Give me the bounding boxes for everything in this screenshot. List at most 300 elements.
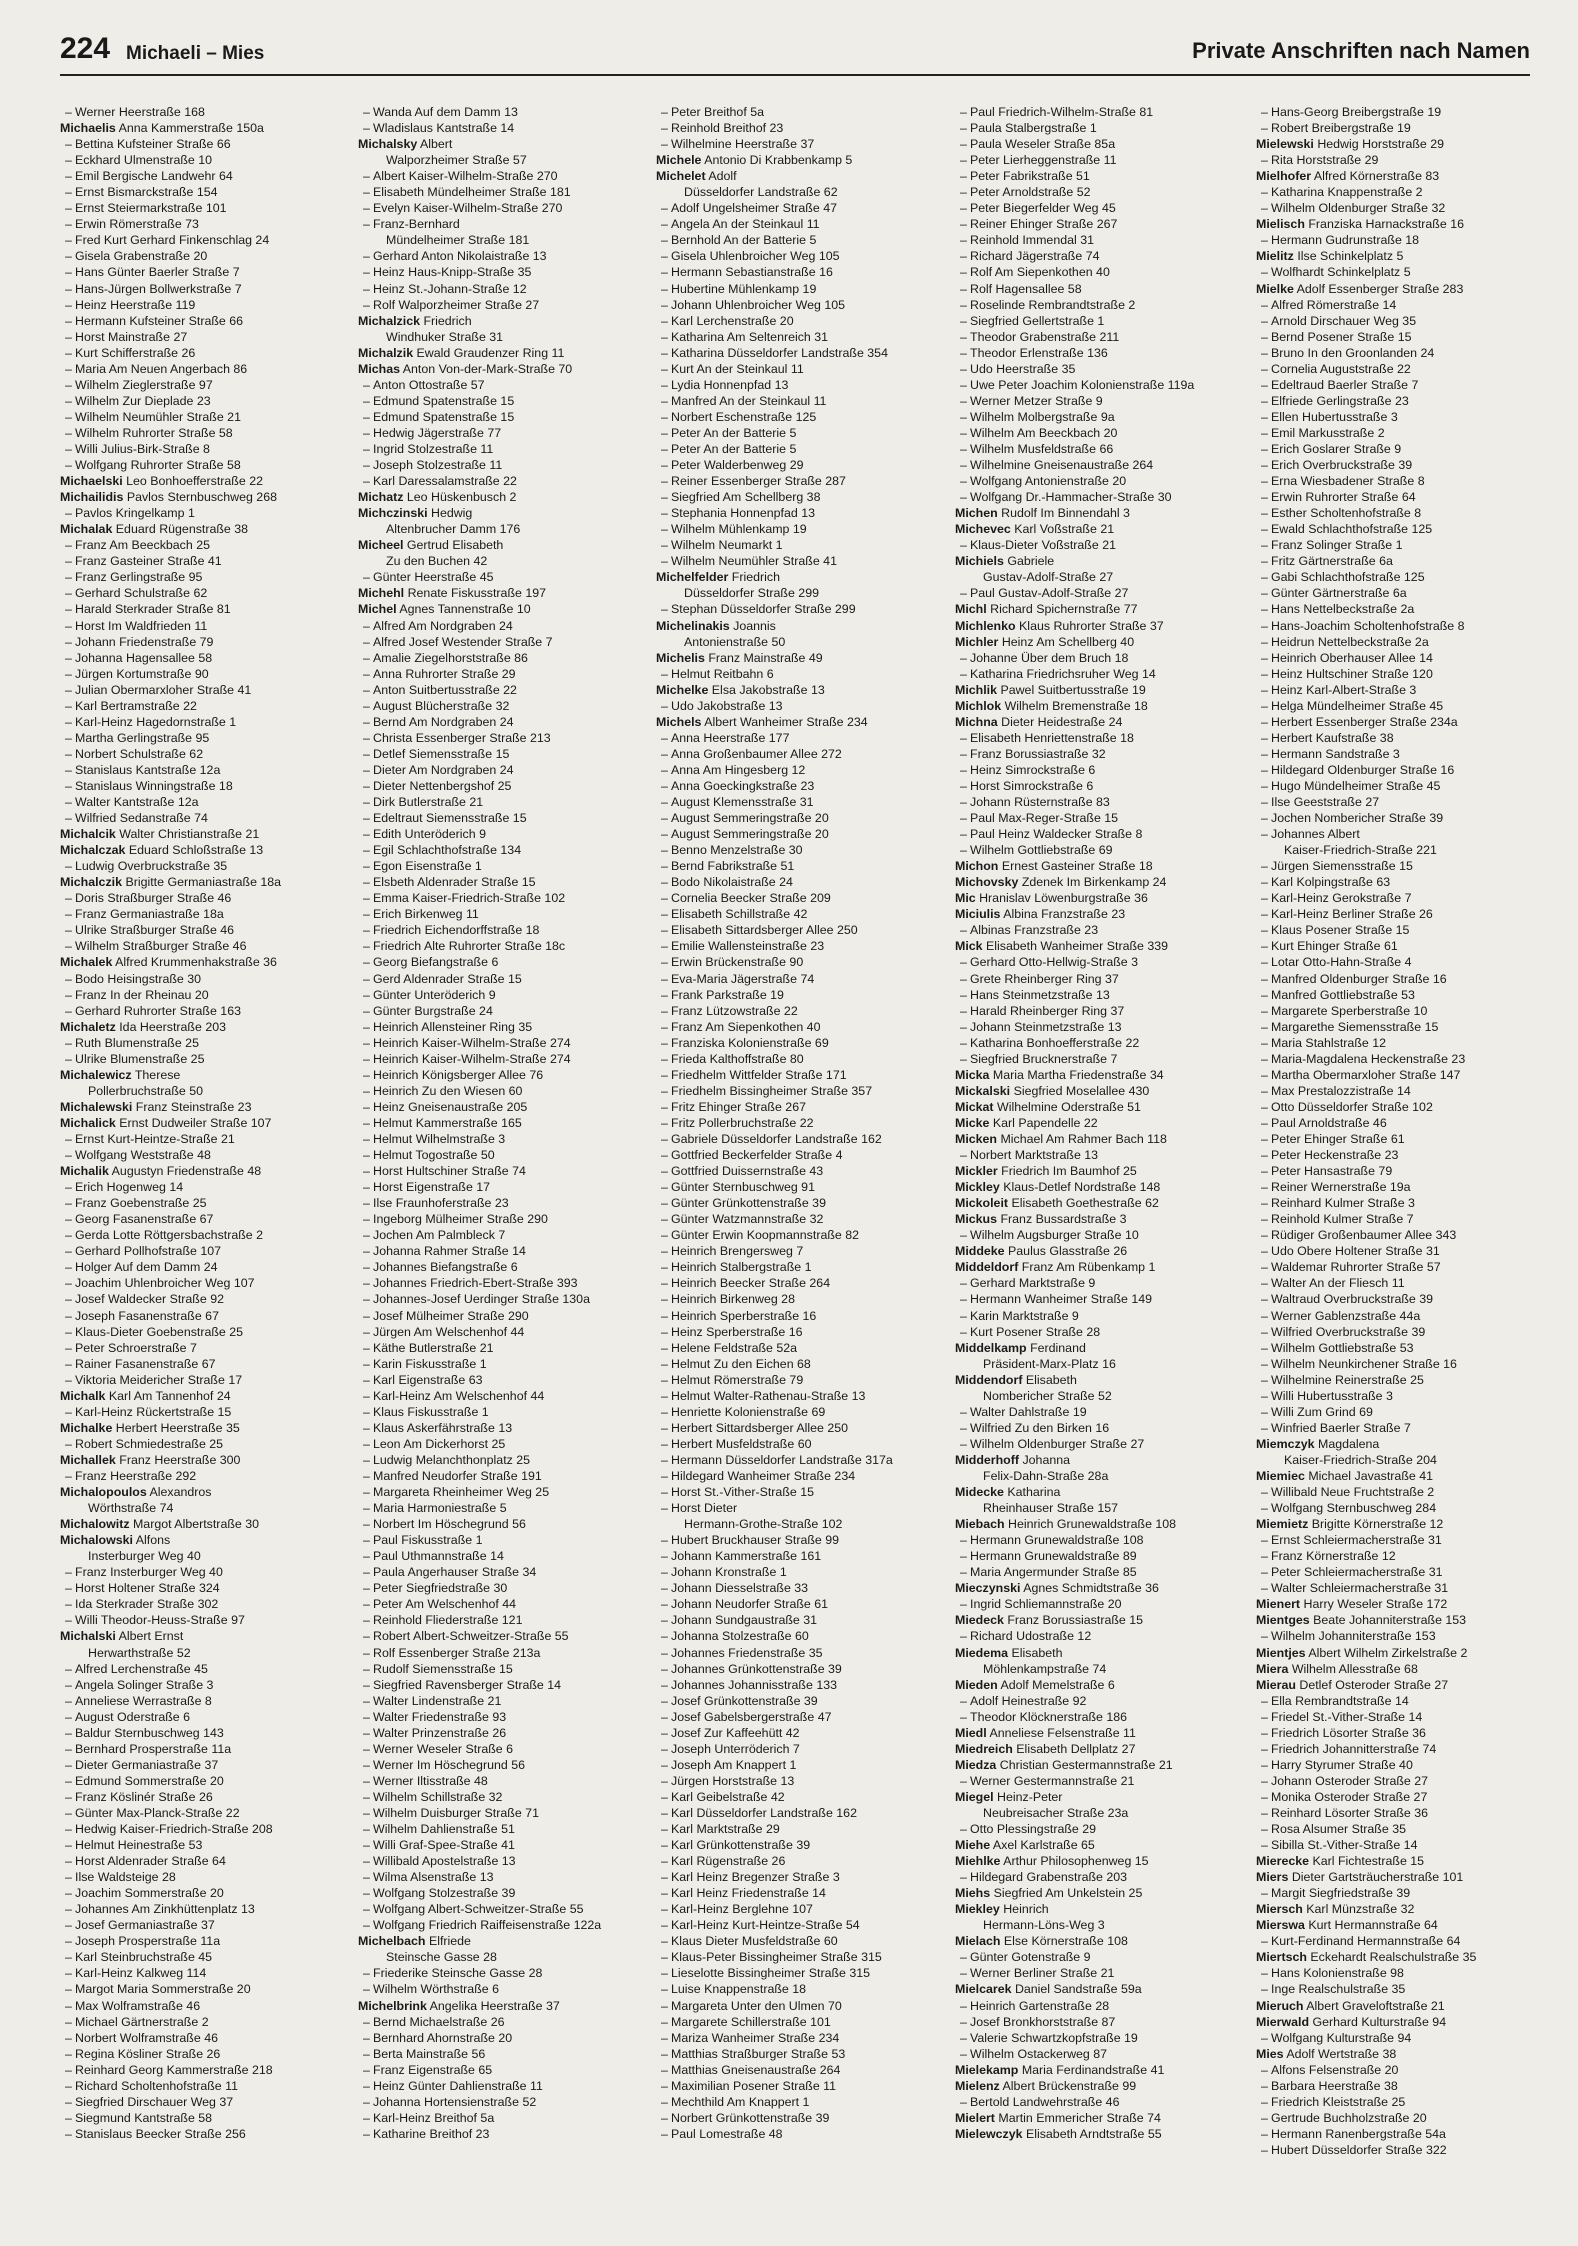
entry-text: Franz Köslinér Straße 26 bbox=[75, 1789, 213, 1804]
dash: – bbox=[661, 1854, 668, 1869]
dash: – bbox=[1261, 1164, 1268, 1179]
entry-text: Joachim Sommerstraße 20 bbox=[75, 1886, 224, 1901]
entry-text: Bernhard Ahornstraße 20 bbox=[373, 2030, 513, 2045]
sub-entry bbox=[1256, 361, 1542, 377]
dash: – bbox=[1261, 201, 1268, 216]
sub-entry bbox=[60, 1259, 346, 1275]
entry-text: Heinrich Birkenweg 28 bbox=[671, 1292, 795, 1307]
surname: Mielewski bbox=[1256, 137, 1314, 152]
surname: Michatz bbox=[358, 490, 404, 505]
dash: – bbox=[661, 1693, 668, 1708]
dash: – bbox=[661, 1789, 668, 1804]
dash: – bbox=[661, 522, 668, 537]
dash: – bbox=[661, 730, 668, 745]
surname: Mientjes bbox=[1256, 1645, 1306, 1660]
dash: – bbox=[960, 762, 967, 777]
dash: – bbox=[1261, 618, 1268, 633]
entry-text: Wilhelm Neumarkt 1 bbox=[671, 538, 783, 553]
sub-entry bbox=[358, 200, 644, 216]
sub-entry bbox=[358, 1885, 644, 1901]
sub-entry bbox=[955, 1291, 1241, 1307]
entry-text: Adolf Heinestraße 92 bbox=[970, 1693, 1087, 1708]
surname-entry bbox=[60, 1019, 346, 1035]
entry-text: Hildegard Grabenstraße 203 bbox=[970, 1870, 1128, 1885]
dash: – bbox=[363, 1115, 370, 1130]
entry-text: Hans-Georg Breibergstraße 19 bbox=[1271, 105, 1442, 119]
sub-entry bbox=[1256, 778, 1542, 794]
dash: – bbox=[661, 859, 668, 874]
sub-entry bbox=[60, 569, 346, 585]
entry-text: Anna Ruhrorter Straße 29 bbox=[373, 666, 516, 681]
dash: – bbox=[65, 1950, 72, 1965]
dash: – bbox=[363, 1645, 370, 1660]
dash: – bbox=[65, 281, 72, 296]
dash: – bbox=[1261, 2126, 1268, 2141]
continuation-line bbox=[358, 329, 644, 345]
surname-entry bbox=[955, 1901, 1241, 1917]
entry-text: Erich Goslarer Straße 9 bbox=[1271, 441, 1402, 456]
entry-text: Alfred Römerstraße 14 bbox=[1271, 297, 1397, 312]
sub-entry bbox=[656, 377, 942, 393]
surname-entry bbox=[60, 1484, 346, 1500]
sub-entry bbox=[1256, 489, 1542, 505]
entry-text: Werner Gestermannstraße 21 bbox=[970, 1773, 1135, 1788]
sub-entry bbox=[358, 1179, 644, 1195]
dash: – bbox=[1261, 554, 1268, 569]
entry-text: Hubert Bruckhauser Straße 99 bbox=[671, 1533, 840, 1548]
sub-entry bbox=[1256, 826, 1542, 842]
sub-entry bbox=[656, 1035, 942, 1051]
entry-text: Anna Goeckingkstraße 23 bbox=[671, 778, 815, 793]
sub-entry bbox=[358, 1725, 644, 1741]
entry-text: Amalie Ziegelhorststraße 86 bbox=[373, 650, 528, 665]
sub-entry bbox=[60, 2094, 346, 2110]
sub-entry bbox=[1256, 2110, 1542, 2126]
sub-entry bbox=[656, 1949, 942, 1965]
dash: – bbox=[363, 377, 370, 392]
sub-entry bbox=[955, 794, 1241, 810]
sub-entry bbox=[60, 1436, 346, 1452]
entry-text: Walporzheimer Straße 57 bbox=[386, 153, 527, 168]
dash: – bbox=[661, 2094, 668, 2109]
sub-entry bbox=[1256, 634, 1542, 650]
sub-entry bbox=[1256, 1789, 1542, 1805]
entry-text: Friederike Steinsche Gasse 28 bbox=[373, 1966, 543, 1981]
sub-entry bbox=[656, 1981, 942, 1997]
sub-entry bbox=[656, 1805, 942, 1821]
dash: – bbox=[661, 1196, 668, 1211]
dash: – bbox=[960, 1420, 967, 1435]
dash: – bbox=[1261, 1308, 1268, 1323]
dash: – bbox=[661, 1709, 668, 1724]
dash: – bbox=[1261, 297, 1268, 312]
entry-text: Elisabeth Sittardsberger Allee 250 bbox=[671, 923, 858, 938]
dash: – bbox=[1261, 1725, 1268, 1740]
dash: – bbox=[363, 650, 370, 665]
entry-text: Heinrich Brengersweg 7 bbox=[671, 1244, 804, 1259]
entry-text: Bernd Am Nordgraben 24 bbox=[373, 714, 514, 729]
dash: – bbox=[1261, 1838, 1268, 1853]
sub-entry bbox=[60, 618, 346, 634]
sub-entry bbox=[358, 746, 644, 762]
dash: – bbox=[661, 1404, 668, 1419]
sub-entry bbox=[358, 1532, 644, 1548]
sub-entry bbox=[955, 457, 1241, 473]
entry-text: Wilfried Sedanstraße 74 bbox=[75, 811, 208, 826]
sub-entry bbox=[60, 457, 346, 473]
sub-entry bbox=[60, 698, 346, 714]
surname: Michas bbox=[358, 361, 401, 376]
entry-text: Edith Unteröderich 9 bbox=[373, 827, 486, 842]
entry-text: Ewald Schlachthofstraße 125 bbox=[1271, 522, 1433, 537]
sub-entry bbox=[358, 457, 644, 473]
entry-text: Pavlos Sternbuschweg 268 bbox=[126, 490, 277, 505]
sub-entry bbox=[60, 746, 346, 762]
entry-text: Siegfried Moselallee 430 bbox=[1013, 1083, 1150, 1098]
dash: – bbox=[363, 1677, 370, 1692]
name-range: Michaeli – Mies bbox=[126, 43, 265, 64]
entry-text: Jürgen Siemensstraße 15 bbox=[1271, 859, 1413, 874]
entry-text: Maria Ferdinandstraße 41 bbox=[1021, 2062, 1165, 2077]
dash: – bbox=[363, 1597, 370, 1612]
dash: – bbox=[363, 1918, 370, 1933]
entry-text: Eckehardt Realschulstraße 35 bbox=[1310, 1950, 1477, 1965]
dash: – bbox=[65, 201, 72, 216]
entry-text: Elfriede Gerlingstraße 23 bbox=[1271, 393, 1409, 408]
sub-entry bbox=[1256, 232, 1542, 248]
sub-entry bbox=[656, 361, 942, 377]
entry-text: Karl-Heinz Berglehne 107 bbox=[671, 1902, 813, 1917]
sub-entry bbox=[60, 2110, 346, 2126]
sub-entry bbox=[656, 1083, 942, 1099]
sub-entry bbox=[1256, 730, 1542, 746]
entry-text: Josef Mülheimer Straße 290 bbox=[373, 1308, 529, 1323]
entry-text: Edmund Sommerstraße 20 bbox=[75, 1773, 224, 1788]
dash: – bbox=[65, 795, 72, 810]
sub-entry bbox=[955, 1227, 1241, 1243]
dash: – bbox=[65, 634, 72, 649]
entry-text: Elisabeth bbox=[1011, 1645, 1063, 1660]
dash: – bbox=[960, 185, 967, 200]
dash: – bbox=[363, 1886, 370, 1901]
dash: – bbox=[1261, 329, 1268, 344]
dash: – bbox=[960, 1629, 967, 1644]
entry-text: Paula Weseler Straße 85a bbox=[970, 137, 1116, 152]
entry-text: Joachim Uhlenbroicher Weg 107 bbox=[75, 1276, 255, 1291]
surname-entry bbox=[955, 601, 1241, 617]
entry-text: Katharina Düsseldorfer Landstraße 354 bbox=[671, 345, 888, 360]
sub-entry bbox=[1256, 890, 1542, 906]
dash: – bbox=[960, 923, 967, 938]
dash: – bbox=[363, 987, 370, 1002]
sub-entry bbox=[1256, 505, 1542, 521]
sub-entry bbox=[656, 1564, 942, 1580]
dash: – bbox=[661, 795, 668, 810]
sub-entry bbox=[358, 778, 644, 794]
surname-entry bbox=[656, 152, 942, 168]
surname-entry bbox=[955, 858, 1241, 874]
sub-entry bbox=[1256, 1019, 1542, 1035]
dash: – bbox=[65, 987, 72, 1002]
sub-entry bbox=[358, 1981, 644, 1997]
dash: – bbox=[1261, 393, 1268, 408]
sub-entry bbox=[1256, 264, 1542, 280]
sub-entry bbox=[358, 1356, 644, 1372]
dash: – bbox=[661, 2062, 668, 2077]
dash: – bbox=[363, 682, 370, 697]
sub-entry bbox=[656, 826, 942, 842]
dash: – bbox=[65, 1292, 72, 1307]
sub-entry bbox=[358, 1628, 644, 1644]
sub-entry bbox=[656, 2078, 942, 2094]
entry-text: Karl Bertramstraße 22 bbox=[75, 698, 197, 713]
surname: Michele bbox=[656, 153, 702, 168]
entry-text: Wilhelmine Oderstraße 51 bbox=[997, 1099, 1141, 1114]
sub-entry bbox=[656, 1709, 942, 1725]
sub-entry bbox=[1256, 184, 1542, 200]
dash: – bbox=[960, 1773, 967, 1788]
dash: – bbox=[960, 586, 967, 601]
surname: Michelke bbox=[656, 682, 709, 697]
surname-entry bbox=[358, 601, 644, 617]
sub-entry bbox=[358, 1147, 644, 1163]
entry-text: Siegfried Gellertstraße 1 bbox=[970, 313, 1105, 328]
surname-entry bbox=[955, 1516, 1241, 1532]
column-2 bbox=[358, 104, 644, 2142]
sub-entry bbox=[1256, 971, 1542, 987]
entry-text: Wilhelm Zur Dieplade 23 bbox=[75, 393, 211, 408]
entry-text: Katharina Bonhoefferstraße 22 bbox=[970, 1035, 1140, 1050]
surname: Michallek bbox=[60, 1452, 116, 1467]
entry-text: Wilhelm Molbergstraße 9a bbox=[970, 409, 1115, 424]
sub-entry bbox=[358, 650, 644, 666]
entry-text: Maria Martha Friedenstraße 34 bbox=[992, 1067, 1164, 1082]
dash: – bbox=[65, 185, 72, 200]
entry-text: Ellen Hubertusstraße 3 bbox=[1271, 409, 1398, 424]
surname-entry bbox=[1256, 1917, 1542, 1933]
surname: Michczinski bbox=[358, 506, 428, 521]
entry-text: Klaus Posener Straße 15 bbox=[1271, 923, 1410, 938]
entry-text: Angela An der Steinkaul 11 bbox=[671, 217, 820, 232]
dash: – bbox=[661, 1501, 668, 1516]
sub-entry bbox=[358, 1596, 644, 1612]
sub-entry bbox=[656, 1019, 942, 1035]
entry-text: Leon Am Dickerhorst 25 bbox=[373, 1436, 506, 1451]
entry-text: Wolfgang Antonienstraße 20 bbox=[970, 474, 1127, 489]
surname-entry bbox=[955, 1789, 1241, 1805]
sub-entry bbox=[358, 2110, 644, 2126]
sub-entry bbox=[60, 232, 346, 248]
sub-entry bbox=[955, 810, 1241, 826]
dash: – bbox=[65, 2014, 72, 2029]
entry-text: Peter Lierheggenstraße 11 bbox=[970, 153, 1117, 168]
surname-entry bbox=[1256, 1853, 1542, 1869]
surname: Miedl bbox=[955, 1725, 987, 1740]
sub-entry bbox=[955, 1420, 1241, 1436]
dash: – bbox=[1261, 1276, 1268, 1291]
dash: – bbox=[65, 233, 72, 248]
entry-text: Willibald Apostelstraße 13 bbox=[373, 1854, 516, 1869]
entry-text: Franz-Bernhard bbox=[373, 217, 460, 232]
entry-text: Katharine Breithof 23 bbox=[373, 2126, 490, 2141]
sub-entry bbox=[358, 264, 644, 280]
entry-text: Michael Gärtnerstraße 2 bbox=[75, 2014, 209, 2029]
entry-text: Friedrich Im Baumhof 25 bbox=[1001, 1164, 1137, 1179]
dash: – bbox=[363, 1196, 370, 1211]
entry-text: Wolfhardt Schinkelplatz 5 bbox=[1271, 265, 1411, 280]
sub-entry bbox=[955, 489, 1241, 505]
sub-entry bbox=[955, 987, 1241, 1003]
surname-entry bbox=[955, 1099, 1241, 1115]
entry-text: Alfred Lerchenstraße 45 bbox=[75, 1661, 208, 1676]
surname-entry bbox=[955, 2078, 1241, 2094]
sub-entry bbox=[358, 1035, 644, 1051]
entry-text: Karl Rügenstraße 26 bbox=[671, 1854, 786, 1869]
entry-text: Alfred Körnerstraße 83 bbox=[1313, 169, 1440, 184]
sub-entry bbox=[60, 1981, 346, 1997]
entry-text: Norbert Wolframstraße 46 bbox=[75, 2030, 218, 2045]
dash: – bbox=[661, 1773, 668, 1788]
surname: Mielert bbox=[955, 2110, 995, 2125]
dash: – bbox=[661, 1485, 668, 1500]
entry-text: Hedwig Kaiser-Friedrich-Straße 208 bbox=[75, 1822, 273, 1837]
entry-text: Hermann Wanheimer Straße 149 bbox=[970, 1292, 1153, 1307]
entry-text: August Blücherstraße 32 bbox=[373, 698, 510, 713]
dash: – bbox=[65, 1902, 72, 1917]
surname-entry bbox=[955, 938, 1241, 954]
dash: – bbox=[960, 2014, 967, 2029]
sub-entry bbox=[1256, 1564, 1542, 1580]
entry-text: Ulrike Straßburger Straße 46 bbox=[75, 923, 235, 938]
continuation-line bbox=[656, 1516, 942, 1532]
dash: – bbox=[363, 2094, 370, 2109]
sub-entry bbox=[60, 1275, 346, 1291]
sub-entry bbox=[1256, 1741, 1542, 1757]
dash: – bbox=[661, 1260, 668, 1275]
sub-entry bbox=[656, 264, 942, 280]
sub-entry bbox=[60, 1003, 346, 1019]
entry-text: Friedrich Lösorter Straße 36 bbox=[1271, 1725, 1426, 1740]
dash: – bbox=[363, 1260, 370, 1275]
entry-text: Franz Lützowstraße 22 bbox=[671, 1003, 798, 1018]
entry-text: Herwarthstraße 52 bbox=[88, 1645, 191, 1660]
entry-text: Brigitte Körnerstraße 12 bbox=[1311, 1517, 1444, 1532]
entry-text: Margarethe Siemensstraße 15 bbox=[1271, 1019, 1439, 1034]
dash: – bbox=[65, 923, 72, 938]
dash: – bbox=[661, 1308, 668, 1323]
dash: – bbox=[1261, 1099, 1268, 1114]
dash: – bbox=[65, 1886, 72, 1901]
entry-text: Erich Overbruckstraße 39 bbox=[1271, 458, 1413, 473]
entry-text: Katharina bbox=[1007, 1485, 1061, 1500]
entry-text: Monika Osteroder Straße 27 bbox=[1271, 1789, 1428, 1804]
dash: – bbox=[661, 843, 668, 858]
continuation-line bbox=[955, 1468, 1241, 1484]
sub-entry bbox=[656, 601, 942, 617]
entry-text: Pollerbruchstraße 50 bbox=[88, 1083, 204, 1098]
sub-entry bbox=[656, 1115, 942, 1131]
sub-entry bbox=[358, 393, 644, 409]
entry-text: Herbert Kaufstraße 38 bbox=[1271, 730, 1394, 745]
entry-text: Joannis bbox=[733, 618, 776, 633]
entry-text: Regina Kösliner Straße 26 bbox=[75, 2046, 221, 2061]
sub-entry bbox=[656, 200, 942, 216]
entry-text: Harald Rheinberger Ring 37 bbox=[970, 1003, 1125, 1018]
entry-text: Richard Udostraße 12 bbox=[970, 1629, 1092, 1644]
dash: – bbox=[661, 1629, 668, 1644]
sub-entry bbox=[358, 2094, 644, 2110]
dash: – bbox=[1261, 409, 1268, 424]
sub-entry bbox=[1256, 618, 1542, 634]
sub-entry bbox=[1256, 906, 1542, 922]
entry-text: Franziska Harnackstraße 16 bbox=[1308, 217, 1464, 232]
dash: – bbox=[960, 730, 967, 745]
entry-text: Reiner Ehinger Straße 267 bbox=[970, 217, 1118, 232]
entry-text: Gertrud Elisabeth bbox=[406, 538, 504, 553]
entry-text: Hermann Sandstraße 3 bbox=[1271, 746, 1400, 761]
entry-text: Wanda Auf dem Damm 13 bbox=[373, 105, 518, 119]
dash: – bbox=[65, 746, 72, 761]
column-3 bbox=[656, 104, 942, 2142]
sub-entry bbox=[656, 345, 942, 361]
entry-text: Johann Uhlenbroicher Weg 105 bbox=[671, 297, 846, 312]
sub-entry bbox=[955, 922, 1241, 938]
entry-text: Ingeborg Mülheimer Straße 290 bbox=[373, 1212, 548, 1227]
sub-entry bbox=[1256, 938, 1542, 954]
dash: – bbox=[661, 2030, 668, 2045]
dash: – bbox=[363, 666, 370, 681]
entry-text: Wilhelm Zieglerstraße 97 bbox=[75, 377, 213, 392]
entry-text: Albert Wilhelm Zirkelstraße 2 bbox=[1308, 1645, 1468, 1660]
entry-text: Hans Nettelbeckstraße 2a bbox=[1271, 602, 1415, 617]
dash: – bbox=[1261, 265, 1268, 280]
dash: – bbox=[661, 345, 668, 360]
dash: – bbox=[661, 827, 668, 842]
dash: – bbox=[960, 1228, 967, 1243]
dash: – bbox=[1261, 1533, 1268, 1548]
surname: Michna bbox=[955, 714, 998, 729]
entry-text: Wilhelm Dahlienstraße 51 bbox=[373, 1822, 515, 1837]
entry-text: Harry Styrumer Straße 40 bbox=[1271, 1757, 1413, 1772]
entry-text: Werner Heerstraße 168 bbox=[75, 105, 205, 119]
dash: – bbox=[661, 2078, 668, 2093]
entry-text: Heinz Sperberstraße 16 bbox=[671, 1324, 803, 1339]
entry-text: Wilhelm Bremenstraße 18 bbox=[1004, 698, 1148, 713]
sub-entry bbox=[656, 120, 942, 136]
sub-entry bbox=[358, 1773, 644, 1789]
sub-entry bbox=[955, 746, 1241, 762]
entry-text: Rüdiger Großenbaumer Allee 343 bbox=[1271, 1228, 1457, 1243]
sub-entry bbox=[358, 377, 644, 393]
entry-text: Hedwig Horststraße 29 bbox=[1317, 137, 1445, 152]
sub-entry bbox=[656, 1725, 942, 1741]
dash: – bbox=[661, 666, 668, 681]
surname: Mickalski bbox=[955, 1083, 1011, 1098]
entry-text: Johannes Grünkottenstraße 39 bbox=[671, 1661, 842, 1676]
dash: – bbox=[1261, 1196, 1268, 1211]
sub-entry bbox=[656, 987, 942, 1003]
dash: – bbox=[661, 1132, 668, 1146]
sub-entry bbox=[60, 1725, 346, 1741]
dash: – bbox=[65, 1966, 72, 1981]
entry-text: Maria-Magdalena Heckenstraße 23 bbox=[1271, 1051, 1466, 1066]
entry-text: Willi Hubertusstraße 3 bbox=[1271, 1388, 1393, 1403]
surname-entry bbox=[1256, 281, 1542, 297]
dash: – bbox=[65, 1340, 72, 1355]
sub-entry bbox=[60, 441, 346, 457]
dash: – bbox=[661, 1468, 668, 1483]
sub-entry bbox=[656, 136, 942, 152]
